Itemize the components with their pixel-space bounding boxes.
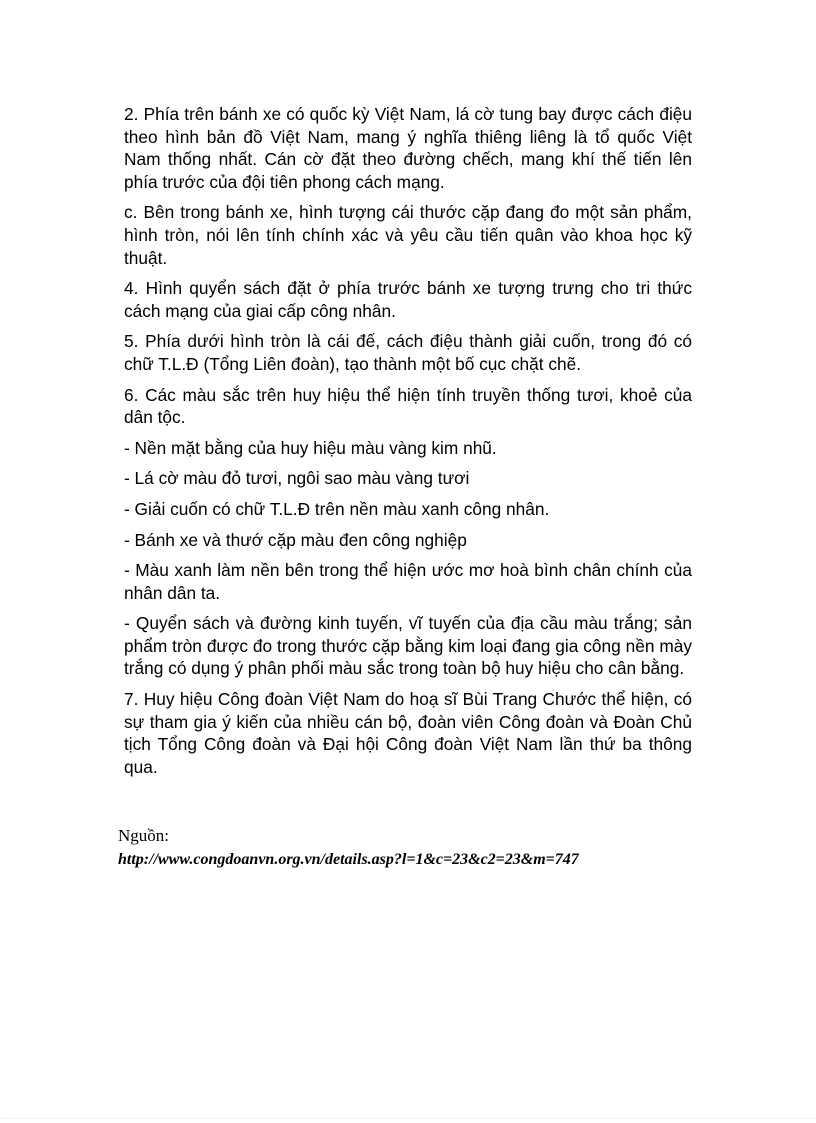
list-item-book-color: - Quyển sách và đường kinh tuyến, vĩ tuyến của địa cầu màu trắng; sản phẩm tròn được đo trong thước cặp bằng kim loại đang gia công nền mày trắng có dụng ý phân phối màu sắc trong toàn bộ huy hiệu cho cân bằng.	[124, 613, 692, 679]
source-citation	[118, 824, 718, 872]
page-bottom-divider	[0, 1118, 816, 1119]
list-item-ribbon-color: - Giải cuốn có chữ T.L.Đ trên nền màu xanh công nhân.	[124, 498, 550, 519]
list-item-wheel-color: - Bánh xe và thướ cặp màu đen công nghiệp	[124, 529, 467, 550]
paragraph-item-6-colors: 6. Các màu sắc trên huy hiệu thể hiện tính truyền thống tươi, khoẻ của dân tộc.	[124, 384, 692, 428]
paragraph-item-2-flag: 2. Phía trên bánh xe có quốc kỳ Việt Nam, lá cờ tung bay được cách điệu theo hình bản đồ Việt Nam, mang ý nghĩa thiêng liêng là tổ quốc Việt Nam thống nhất. Cán cờ đặt theo đường chếch, mang khí thế tiến lên phía trước của đội tiên phong cách mạng.	[124, 104, 692, 192]
document-body	[124, 103, 692, 786]
list-item-background-color: - Nền mặt bằng của huy hiệu màu vàng kim nhũ.	[124, 437, 497, 458]
paragraph-item-7-designer: 7. Huy hiệu Công đoàn Việt Nam do hoạ sĩ Bùi Trang Chước thể hiện, có sự tham gia ý kiến của nhiều cán bộ, đoàn viên Công đoàn và Đoàn Chủ tịch Tổng Công đoàn và Đại hội Công đoàn Việt Nam lần thứ ba thông qua.	[124, 689, 692, 777]
paragraph-item-5-base: 5. Phía dưới hình tròn là cái đế, cách điệu thành giải cuốn, trong đó có chữ T.L.Đ (Tổng Liên đoàn), tạo thành một bố cục chặt chẽ.	[124, 331, 692, 374]
paragraph-item-4-book: 4. Hình quyển sách đặt ở phía trước bánh xe tượng trưng cho tri thức cách mạng của giai cấp công nhân.	[124, 278, 692, 321]
list-item-flag-color: - Lá cờ màu đỏ tươi, ngôi sao màu vàng tươi	[124, 468, 470, 489]
source-url-link[interactable]: http://www.congdoanvn.org.vn/details.asp?l=1&c=23&c2=23&m=747	[118, 851, 579, 868]
list-item-inner-color: - Màu xanh làm nền bên trong thể hiện ước mơ hoà bình chân chính của nhân dân ta.	[124, 560, 692, 603]
paragraph-item-c-caliper: c. Bên trong bánh xe, hình tượng cái thước cặp đang đo một sản phẩm, hình tròn, nói lên tính chính xác và yêu cầu tiến quân vào khoa học kỹ thuật.	[124, 202, 692, 268]
source-label: Nguồn:	[118, 826, 169, 845]
